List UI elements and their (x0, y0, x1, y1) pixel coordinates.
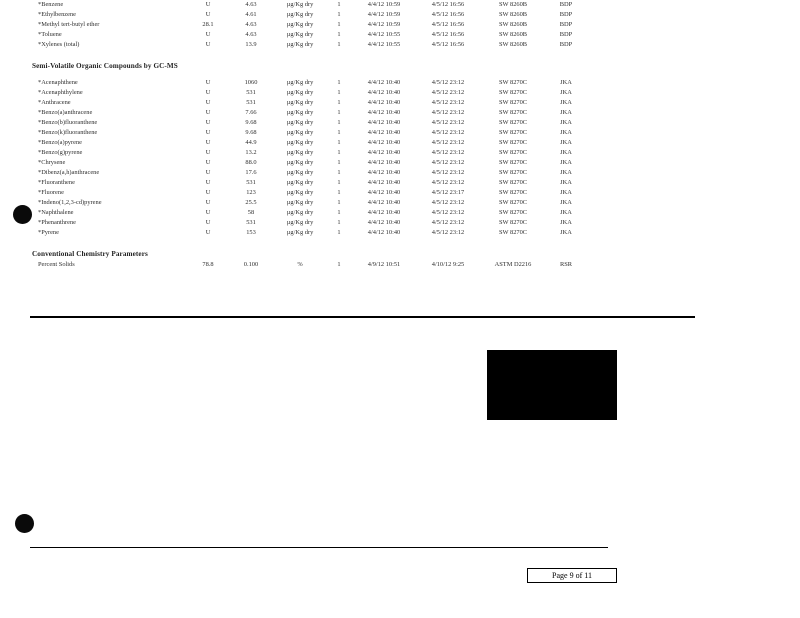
cell-analyzed: 4/5/12 23:12 (431, 209, 465, 216)
cell-analyst: JKA (560, 89, 572, 96)
table-row (30, 168, 630, 178)
cell-df: 1 (337, 159, 341, 166)
cell-analyte: *Acenaphthene (38, 79, 78, 86)
cell-units: µg/Kg dry (286, 119, 314, 126)
cell-prepared: 4/4/12 10:40 (367, 149, 401, 156)
cell-df: 1 (337, 199, 341, 206)
cell-method: SW 8270C (498, 149, 528, 156)
table-row (30, 10, 630, 20)
cell-prepared: 4/4/12 10:40 (367, 229, 401, 236)
cell-method: SW 8270C (498, 109, 528, 116)
cell-units: µg/Kg dry (286, 31, 314, 38)
cell-df: 1 (337, 1, 341, 8)
cell-analyzed: 4/5/12 23:12 (431, 199, 465, 206)
cell-units: µg/Kg dry (286, 139, 314, 146)
cell-prepared: 4/4/12 10:40 (367, 109, 401, 116)
cell-result: 28.1 (202, 21, 214, 28)
cell-analyte: *Toluene (38, 31, 62, 38)
cell-prepared: 4/4/12 10:40 (367, 199, 401, 206)
cell-rl: 13.9 (245, 41, 257, 48)
cell-units: µg/Kg dry (286, 159, 314, 166)
cell-units: µg/Kg dry (286, 79, 314, 86)
cell-units: µg/Kg dry (286, 129, 314, 136)
cell-units: µg/Kg dry (286, 149, 314, 156)
cell-df: 1 (337, 129, 341, 136)
cell-method: SW 8260B (498, 31, 528, 38)
cell-result: U (205, 129, 211, 136)
cell-rl: 0.100 (243, 261, 259, 268)
cell-analyzed: 4/5/12 23:12 (431, 169, 465, 176)
cell-analyzed: 4/5/12 23:12 (431, 129, 465, 136)
cell-result: U (205, 109, 211, 116)
cell-analyte: *Fluoranthene (38, 179, 75, 186)
cell-result: U (205, 189, 211, 196)
cell-rl: 13.2 (245, 149, 257, 156)
cell-analyzed: 4/5/12 16:56 (431, 31, 465, 38)
cell-units: µg/Kg dry (286, 21, 314, 28)
cell-analyte: *Benzo(g)pyrene (38, 149, 83, 156)
cell-rl: 531 (246, 89, 256, 96)
cell-method: SW 8270C (498, 179, 528, 186)
cell-df: 1 (337, 261, 341, 268)
table-row (30, 208, 630, 218)
cell-result: U (205, 119, 211, 126)
cell-method: SW 8270C (498, 199, 528, 206)
punch-hole-icon (15, 514, 34, 533)
cell-analyst: JKA (560, 209, 572, 216)
page-number-label: Page 9 of 11 (527, 568, 617, 583)
cell-rl: 153 (246, 229, 256, 236)
cell-prepared: 4/4/12 10:40 (367, 129, 401, 136)
table-row (30, 148, 630, 158)
cell-method: SW 8270C (498, 219, 528, 226)
cell-method: SW 8270C (498, 129, 528, 136)
cell-prepared: 4/4/12 10:40 (367, 139, 401, 146)
cell-analyte: *Indeno(1,2,3-cd)pyrene (38, 199, 102, 206)
cell-df: 1 (337, 99, 341, 106)
cell-rl: 25.5 (245, 199, 257, 206)
cell-units: µg/Kg dry (286, 169, 314, 176)
cell-analyzed: 4/5/12 23:17 (431, 189, 465, 196)
cell-result: U (205, 41, 211, 48)
cell-result: U (205, 199, 211, 206)
section-title-conventional-chemistry: Conventional Chemistry Parameters (32, 250, 148, 258)
cell-analyst: BDP (559, 41, 573, 48)
cell-analyzed: 4/5/12 23:12 (431, 79, 465, 86)
cell-analyst: JKA (560, 149, 572, 156)
cell-df: 1 (337, 149, 341, 156)
cell-analyst: RSR (559, 261, 573, 268)
cell-rl: 17.6 (245, 169, 257, 176)
cell-analyte: Percent Solids (38, 261, 75, 268)
table-row (30, 20, 630, 30)
cell-method: SW 8260B (498, 1, 528, 8)
cell-analyzed: 4/5/12 16:56 (431, 1, 465, 8)
cell-units: µg/Kg dry (286, 179, 314, 186)
cell-result: U (205, 1, 211, 8)
table-row (30, 108, 630, 118)
cell-result: U (205, 79, 211, 86)
cell-units: µg/Kg dry (286, 109, 314, 116)
redaction-block (487, 350, 617, 420)
cell-analyzed: 4/10/12 9:25 (431, 261, 465, 268)
cell-analyzed: 4/5/12 23:12 (431, 99, 465, 106)
cell-analyte: *Xylenes (total) (38, 41, 80, 48)
table-bottom-rule (30, 316, 695, 318)
cell-analyst: BDP (559, 21, 573, 28)
cell-prepared: 4/4/12 10:55 (367, 41, 401, 48)
table-row (30, 158, 630, 168)
cell-analyst: JKA (560, 179, 572, 186)
cell-units: µg/Kg dry (286, 99, 314, 106)
cell-analyte: *Naphthalene (38, 209, 74, 216)
cell-prepared: 4/4/12 10:59 (367, 11, 401, 18)
cell-analyst: BDP (559, 31, 573, 38)
table-row (30, 40, 630, 50)
cell-prepared: 4/4/12 10:40 (367, 79, 401, 86)
cell-analyte: *Pyrene (38, 229, 59, 236)
cell-prepared: 4/9/12 10:51 (367, 261, 401, 268)
cell-prepared: 4/4/12 10:59 (367, 21, 401, 28)
cell-analyte: *Anthracene (38, 99, 71, 106)
cell-analyzed: 4/5/12 23:12 (431, 109, 465, 116)
cell-prepared: 4/4/12 10:59 (367, 1, 401, 8)
cell-analyzed: 4/5/12 23:12 (431, 179, 465, 186)
cell-units: µg/Kg dry (286, 41, 314, 48)
cell-prepared: 4/4/12 10:40 (367, 189, 401, 196)
cell-method: SW 8270C (498, 229, 528, 236)
cell-df: 1 (337, 189, 341, 196)
cell-analyst: JKA (560, 99, 572, 106)
punch-hole-icon (13, 205, 32, 224)
cell-units: µg/Kg dry (286, 229, 314, 236)
cell-analyst: JKA (560, 219, 572, 226)
cell-rl: 531 (246, 99, 256, 106)
cell-df: 1 (337, 109, 341, 116)
cell-analyte: *Methyl tert-butyl ether (38, 21, 100, 28)
cell-result: U (205, 11, 211, 18)
cell-df: 1 (337, 79, 341, 86)
cell-units: µg/Kg dry (286, 189, 314, 196)
cell-method: SW 8260B (498, 41, 528, 48)
table-row (30, 228, 630, 238)
cell-method: SW 8260B (498, 21, 528, 28)
cell-result: U (205, 179, 211, 186)
cell-units: µg/Kg dry (286, 1, 314, 8)
cell-analyte: *Acenaphthylene (38, 89, 83, 96)
cell-analyst: JKA (560, 199, 572, 206)
cell-prepared: 4/4/12 10:40 (367, 119, 401, 126)
analytical-results-table (30, 0, 630, 270)
cell-rl: 7.66 (245, 109, 257, 116)
cell-df: 1 (337, 179, 341, 186)
cell-df: 1 (337, 41, 341, 48)
cell-df: 1 (337, 139, 341, 146)
cell-result: U (205, 99, 211, 106)
cell-method: SW 8270C (498, 89, 528, 96)
cell-result: U (205, 139, 211, 146)
cell-analyte: *Phenanthrene (38, 219, 76, 226)
cell-units: µg/Kg dry (286, 11, 314, 18)
table-row (30, 118, 630, 128)
cell-units: µg/Kg dry (286, 219, 314, 226)
cell-df: 1 (337, 119, 341, 126)
cell-analyte: *Benzo(a)pyrene (38, 139, 83, 146)
table-row (30, 0, 630, 10)
cell-rl: 4.61 (245, 11, 257, 18)
cell-method: SW 8260B (498, 11, 528, 18)
cell-method: SW 8270C (498, 99, 528, 106)
cell-result: U (205, 169, 211, 176)
cell-analyst: JKA (560, 139, 572, 146)
cell-analyst: JKA (560, 229, 572, 236)
cell-result: 78.8 (202, 261, 214, 268)
cell-method: SW 8270C (498, 159, 528, 166)
cell-analyst: JKA (560, 159, 572, 166)
table-row (30, 178, 630, 188)
cell-analyzed: 4/5/12 23:12 (431, 149, 465, 156)
cell-result: U (205, 219, 211, 226)
cell-rl: 9.68 (245, 129, 257, 136)
cell-analyte: *Dibenz(a,h)anthracene (38, 169, 100, 176)
cell-units: µg/Kg dry (286, 89, 314, 96)
cell-method: SW 8270C (498, 139, 528, 146)
cell-rl: 9.68 (245, 119, 257, 126)
cell-analyst: BDP (559, 11, 573, 18)
cell-analyte: *Chrysene (38, 159, 66, 166)
cell-rl: 531 (246, 219, 256, 226)
cell-prepared: 4/4/12 10:40 (367, 219, 401, 226)
cell-rl: 44.9 (245, 139, 257, 146)
cell-analyst: JKA (560, 129, 572, 136)
section-title-svoc: Semi-Volatile Organic Compounds by GC-MS (32, 62, 178, 70)
cell-result: U (205, 149, 211, 156)
footer-rule (30, 547, 608, 548)
cell-analyzed: 4/5/12 23:12 (431, 139, 465, 146)
cell-rl: 4.63 (245, 21, 257, 28)
cell-analyzed: 4/5/12 23:12 (431, 229, 465, 236)
table-row (30, 188, 630, 198)
cell-analyzed: 4/5/12 23:12 (431, 119, 465, 126)
cell-analyzed: 4/5/12 16:56 (431, 41, 465, 48)
table-row (30, 138, 630, 148)
cell-result: U (205, 209, 211, 216)
cell-result: U (205, 229, 211, 236)
cell-df: 1 (337, 209, 341, 216)
cell-prepared: 4/4/12 10:40 (367, 159, 401, 166)
cell-analyzed: 4/5/12 16:56 (431, 21, 465, 28)
cell-analyzed: 4/5/12 23:12 (431, 159, 465, 166)
cell-analyst: BDP (559, 1, 573, 8)
cell-method: SW 8270C (498, 119, 528, 126)
cell-analyst: JKA (560, 79, 572, 86)
cell-df: 1 (337, 169, 341, 176)
cell-prepared: 4/4/12 10:40 (367, 89, 401, 96)
cell-df: 1 (337, 229, 341, 236)
cell-df: 1 (337, 219, 341, 226)
cell-rl: 1060 (244, 79, 258, 86)
cell-units: µg/Kg dry (286, 199, 314, 206)
table-section-volatiles (30, 0, 630, 50)
cell-units: % (297, 261, 303, 268)
cell-analyte: *Benzo(k)fluoranthene (38, 129, 98, 136)
cell-analyte: *Benzo(b)fluoranthene (38, 119, 98, 126)
cell-method: ASTM D2216 (494, 261, 532, 268)
cell-df: 1 (337, 11, 341, 18)
cell-method: SW 8270C (498, 209, 528, 216)
cell-df: 1 (337, 21, 341, 28)
cell-result: U (205, 159, 211, 166)
cell-result: U (205, 31, 211, 38)
cell-analyte: *Benzene (38, 1, 64, 8)
cell-rl: 123 (246, 189, 256, 196)
cell-prepared: 4/4/12 10:55 (367, 31, 401, 38)
cell-rl: 4.63 (245, 1, 257, 8)
cell-rl: 531 (246, 179, 256, 186)
cell-df: 1 (337, 31, 341, 38)
cell-analyzed: 4/5/12 23:12 (431, 89, 465, 96)
cell-rl: 4.63 (245, 31, 257, 38)
table-row (30, 30, 630, 40)
cell-method: SW 8270C (498, 79, 528, 86)
cell-prepared: 4/4/12 10:40 (367, 179, 401, 186)
cell-result: U (205, 89, 211, 96)
cell-analyst: JKA (560, 169, 572, 176)
cell-rl: 88.0 (245, 159, 257, 166)
cell-analyst: JKA (560, 119, 572, 126)
cell-analyzed: 4/5/12 16:56 (431, 11, 465, 18)
table-row (30, 260, 630, 270)
table-row (30, 78, 630, 88)
cell-prepared: 4/4/12 10:40 (367, 209, 401, 216)
table-section-svoc (30, 78, 630, 238)
cell-method: SW 8270C (498, 169, 528, 176)
cell-analyst: JKA (560, 189, 572, 196)
cell-prepared: 4/4/12 10:40 (367, 99, 401, 106)
cell-analyte: *Fluorene (38, 189, 64, 196)
cell-analyte: *Benzo(a)anthracene (38, 109, 93, 116)
cell-method: SW 8270C (498, 189, 528, 196)
cell-df: 1 (337, 89, 341, 96)
cell-units: µg/Kg dry (286, 209, 314, 216)
table-row (30, 198, 630, 208)
cell-rl: 58 (247, 209, 255, 216)
table-row (30, 98, 630, 108)
cell-analyte: *Ethylbenzene (38, 11, 76, 18)
table-section-conventional (30, 260, 630, 270)
table-row (30, 88, 630, 98)
cell-analyzed: 4/5/12 23:12 (431, 219, 465, 226)
cell-analyst: JKA (560, 109, 572, 116)
table-row (30, 128, 630, 138)
cell-prepared: 4/4/12 10:40 (367, 169, 401, 176)
table-row (30, 218, 630, 228)
